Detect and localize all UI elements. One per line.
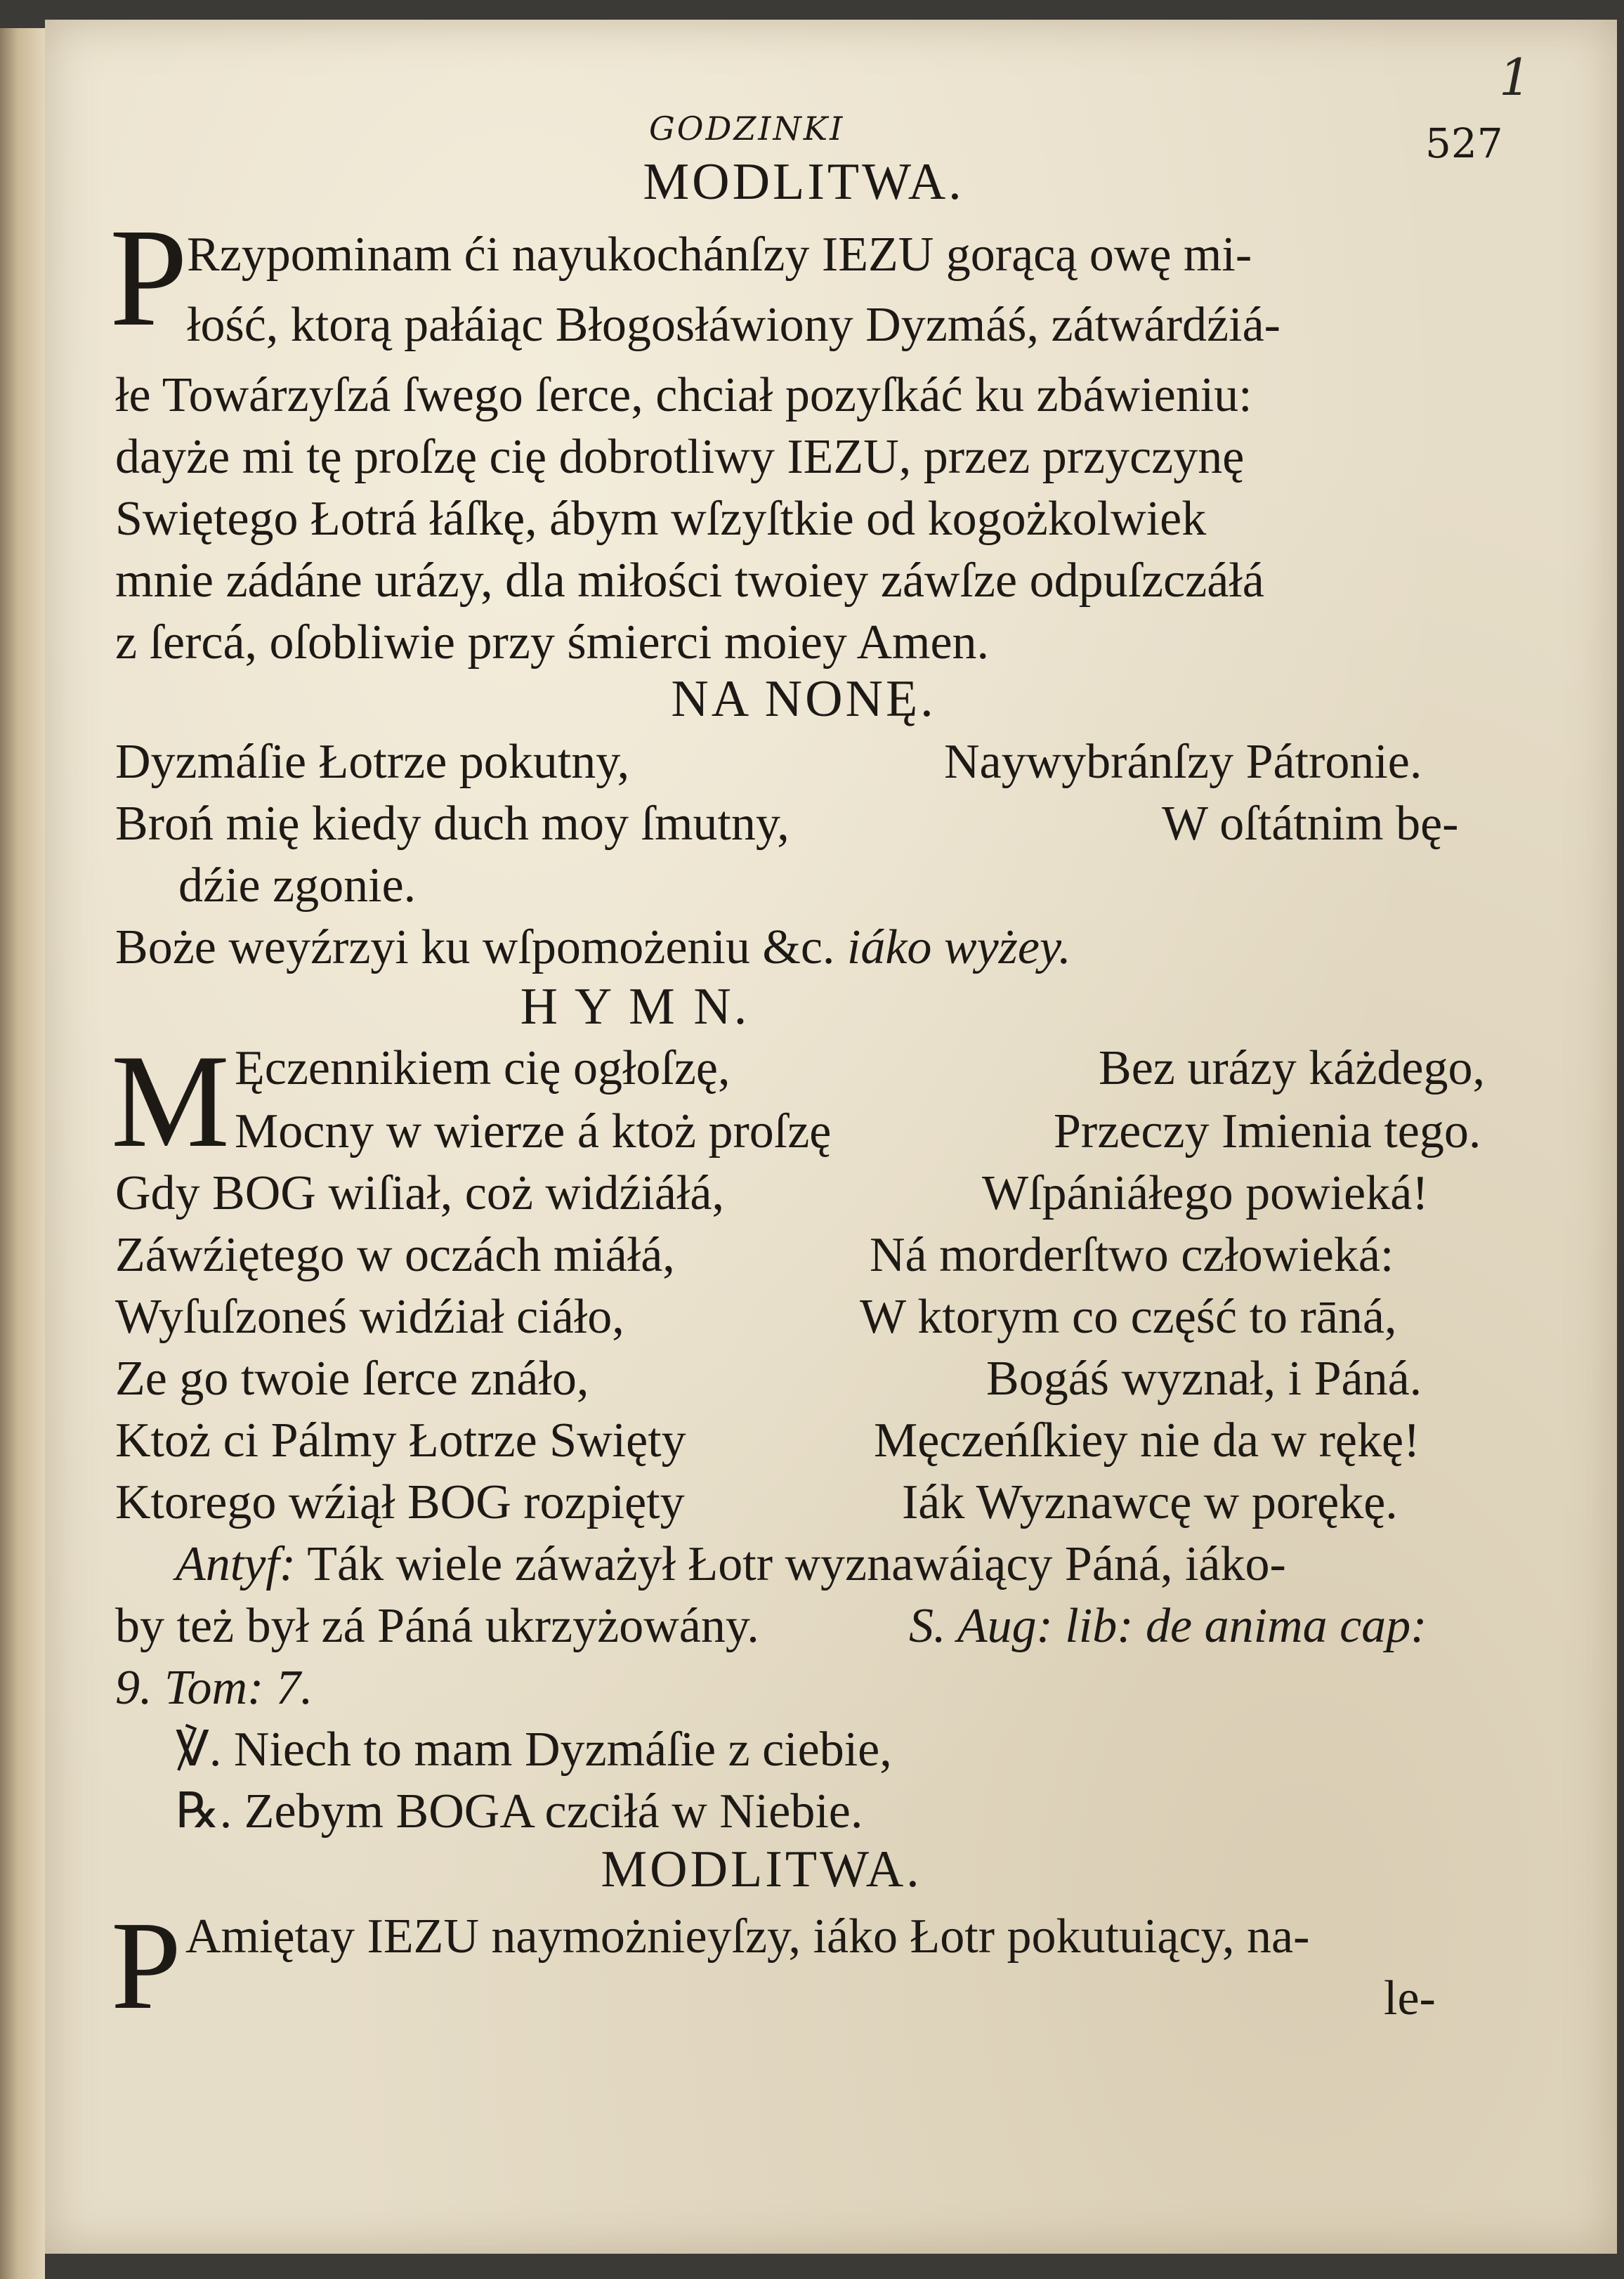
prayer1-line-5: Swiętego Łotrá łáſkę, ábym wſzyſtkie od kogożkolwiek [115, 492, 1207, 546]
prayer1-line-1: Rzypominam ći nayukochánſzy IEZU gorącą owę mi- [187, 228, 1252, 282]
prayer1-line-3: łe Towárzyſzá ſwego ſerce, chciał pozyſkáć ku zbáwieniu: [115, 368, 1252, 422]
antiphon-label: Antyf: [176, 1537, 296, 1591]
nona-verse-2-left: Broń mię kiedy duch moy ſmutny, [115, 797, 790, 851]
prayer2-dropcap: P [111, 1895, 182, 2035]
prayer1-heading: MODLITWA. [643, 153, 964, 211]
nona-invocation-italic: iáko wyżey. [846, 920, 1071, 974]
running-head: GODZINKI [649, 110, 845, 148]
hymn-row-8-left: Ktorego wźiął BOG rozpięty [115, 1475, 685, 1529]
prayer2-heading: MODLITWA. [601, 1841, 922, 1898]
antiphon-text-2: by też był zá Páná ukrzyżowány. [115, 1599, 759, 1653]
hymn-row-7-right: Męczeńſkiey nie da w rękę! [874, 1413, 1420, 1468]
prayer1-line-7: z ſercá, oſobliwie przy śmierci moiey Amen. [115, 615, 990, 670]
prayer1-line-4: dayże mi tę proſzę cię dobrotliwy IEZU, przez przyczynę [115, 430, 1245, 484]
hymn-row-1-left: Ęczennikiem cię ogłoſzę, [235, 1041, 731, 1095]
hymn-row-4-right: Ná morderſtwo człowieká: [870, 1228, 1394, 1282]
hymn-row-4-left: Záwźiętego w oczách miáłá, [115, 1228, 675, 1282]
prayer2-line-1: Amiętay IEZU naymożnieyſzy, iáko Łotr pokutuiący, na- [185, 1909, 1310, 1964]
nona-verse-2-right: W oſtátnim bę- [1162, 797, 1459, 851]
nona-heading: NA NONĘ. [671, 670, 936, 728]
hymn-row-5-right: W ktorym co część to rāná, [860, 1290, 1397, 1344]
hymn-row-2-right: Przeczy Imienia tego. [1054, 1104, 1481, 1158]
nona-verse-2-continued: dźie zgonie. [178, 858, 417, 913]
hymn-row-1-right: Bez urázy káżdego, [1099, 1041, 1485, 1095]
hymn-row-3-right: Wſpániáłego powieká! [982, 1166, 1429, 1220]
corner-mark: 1 [1499, 48, 1531, 107]
antiphon-line-3: 9. Tom: 7. [115, 1661, 313, 1715]
book-binding-edge [0, 28, 45, 2279]
nona-verse-1-left: Dyzmáſie Łotrze pokutny, [115, 735, 630, 789]
hymn-row-2-left: Mocny w wierze á ktoż proſzę [235, 1104, 832, 1158]
nona-verse-1-right: Naywybránſzy Pátronie. [944, 735, 1422, 789]
hymn-row-7-left: Ktoż ci Pálmy Łotrze Swięty [115, 1413, 686, 1468]
page-number: 527 [1425, 119, 1503, 167]
prayer1-line-6: mnie zádáne urázy, dla miłości twoiey záwſze odpuſzczáłá [115, 554, 1264, 608]
versicle-sign: ℣. [176, 1723, 222, 1777]
versicle-text: Niech to mam Dyzmáſie z ciebie, [233, 1723, 892, 1777]
antiphon-reference: S. Aug: lib: de anima cap: [909, 1599, 1427, 1653]
prayer1-dropcap: P [110, 200, 188, 355]
hymn-heading: H Y M N. [520, 978, 750, 1036]
nona-invocation-text: Boże weyźrzyi ku wſpomożeniu &c. [115, 920, 835, 974]
hymn-row-6-right: Bogáś wyznał, i Páná. [986, 1352, 1422, 1406]
response-text: Zebym BOGA czciłá w Niebie. [244, 1784, 863, 1839]
catchword: le- [1384, 1971, 1436, 2025]
hymn-row-3-left: Gdy BOG wiſiał, coż widźiáłá, [115, 1166, 725, 1220]
book-page [45, 20, 1617, 2254]
prayer1-line-2: łość, ktorą pałáiąc Błogosłáwiony Dyzmáś, zátwárdźiá- [187, 298, 1281, 352]
hymn-row-6-left: Ze go twoie ſerce znáło, [115, 1352, 589, 1406]
response-sign: ℞. [176, 1784, 233, 1839]
hymn-dropcap: M [111, 1028, 230, 1175]
hymn-row-8-right: Iák Wyznawcę w porękę. [902, 1475, 1398, 1529]
antiphon-text-1: Ták wiele záważył Łotr wyznawáiący Páná, iáko- [307, 1537, 1286, 1591]
hymn-row-5-left: Wyſuſzoneś widźiał ciáło, [115, 1290, 624, 1344]
